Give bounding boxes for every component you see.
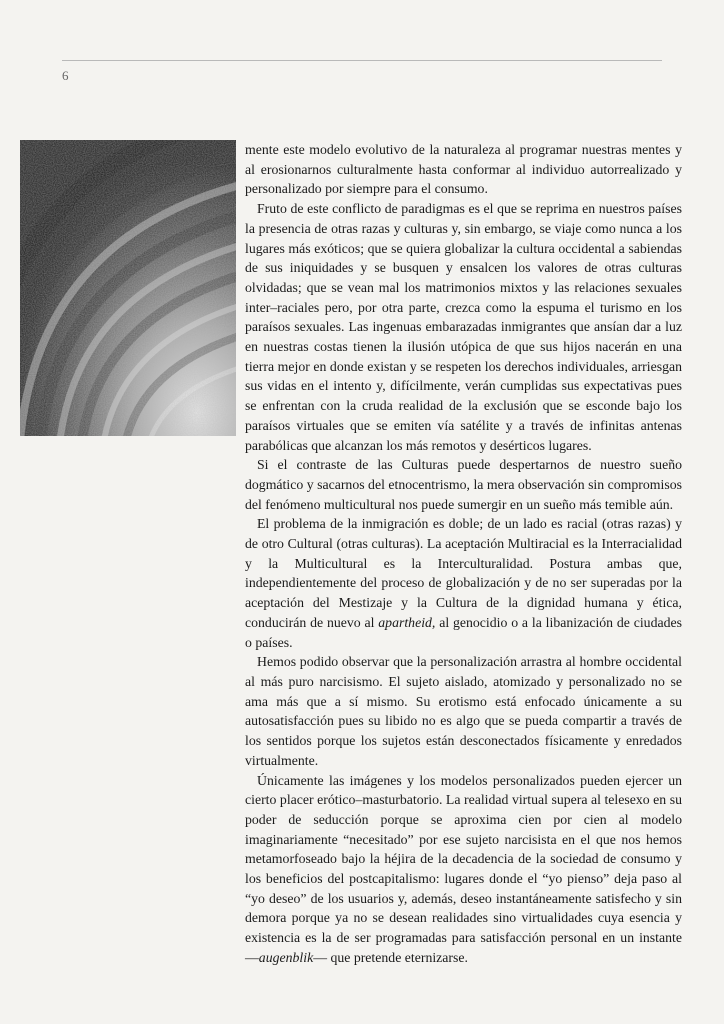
paragraph-2: Fruto de este conflicto de paradigmas es el que se reprima en nuestros países la presencia de otras razas y culturas y, sin embargo, se viaje como nunca a los lugares más exóticos; que se quiera globalizar la cultura occidental a sabiendas de sus iniquidades y se busquen y ensalcen los valores de otras culturas olvidadas; que se vean mal los matrimonios mixtos y las relaciones sexuales inter–raciales pero, por otra parte, crezca como la espuma el turismo en los paraísos sexuales. Las ingenuas embarazadas inmigrantes que ansían dar a luz en nuestras costas tienen la ilusión utópica de que sus hijos nacerán en una tierra mejor en donde existan y se respeten los derechos individuales, arriesgan sus vidas en el intento y, difícilmente, verán cumplidas sus expectativas pues se enfrentan con la cruda realidad de la exclusión que se esconde bajo los paraísos virtuales que se emiten vía satélite y a través de infinitas antenas parabólicas que alcanzan los más remotos y desérticos lugares. bbox=[245, 201, 682, 453]
body-text bbox=[245, 140, 682, 968]
top-rule bbox=[62, 60, 662, 61]
paragraph-6 bbox=[245, 771, 682, 968]
page-number: 6 bbox=[62, 68, 69, 83]
augenblik-emphasis: augenblik bbox=[258, 949, 314, 965]
paragraph-4 bbox=[245, 514, 682, 652]
paragraph-6-text: Únicamente las imágenes y los modelos personalizados pueden ejercer un cierto placer erótico–masturbatorio. La realidad virtual supera al telesexo en su poder de seducción porque se aproxima cien por cien al modelo imaginariamente “necesitado” por ese sujeto narcisista en el que nos hemos metamorfoseado bajo la héjira de la decadencia de la sociedad de consumo y los beneficios del postcapitalismo: lugares donde el “yo pienso” deja paso al “yo deseo” de los usuarios y, además, deseo instantáneamente satisfecho y sin demora porque ya no se desean realidades sino virtualidades cuya esencia y existencia es la de ser programadas para satisfacción personal en un instante — bbox=[245, 772, 682, 965]
paragraph-4-tail: al genocidio o a la libanización de ciudades o países. bbox=[245, 614, 682, 650]
paragraph-1: mente este modelo evolutivo de la naturaleza al programar nuestras mentes y al erosionarnos culturalmente hasta conformar al individuo autorrealizado y personalizado por siempre para el consumo. bbox=[245, 142, 682, 197]
paragraph-4-text: El problema de la inmigración es doble; de un lado es racial (otras razas) y de otro Cultural (otras culturas). La aceptación Multiracial es la Interracialidad y la Multicultural es la Interculturalidad. Postura ambas que, independientemente del proceso de globalización y de no ser superadas por la aceptación del Mestizaje y la Cultura de la dignidad humana y ética, conducirán de nuevo al bbox=[245, 516, 682, 630]
paragraph-3: Si el contraste de las Culturas puede despertarnos de nuestro sueño dogmático y sacarnos del etnocentrismo, la mera observación sin compromisos del fenómeno multicultural nos puede sumergir en un sueño más temible aún. bbox=[245, 457, 682, 512]
apartheid-emphasis: apartheid, bbox=[378, 614, 436, 630]
textured-photograph-image bbox=[20, 140, 236, 436]
paragraph-5: Hemos podido observar que la personalización arrastra al hombre occidental al más puro narcisismo. El sujeto aislado, atomizado y personalizado no se ama más que a sí mismo. Su erotismo está enfocado únicamente a su autosatisfacción pues su libido no es algo que se pueda compartir a través de los sentidos porque los sujetos están desconectados físicamente y enredados virtualmente. bbox=[245, 654, 682, 768]
paragraph-6-tail: — que pretende eternizarse. bbox=[313, 949, 468, 965]
